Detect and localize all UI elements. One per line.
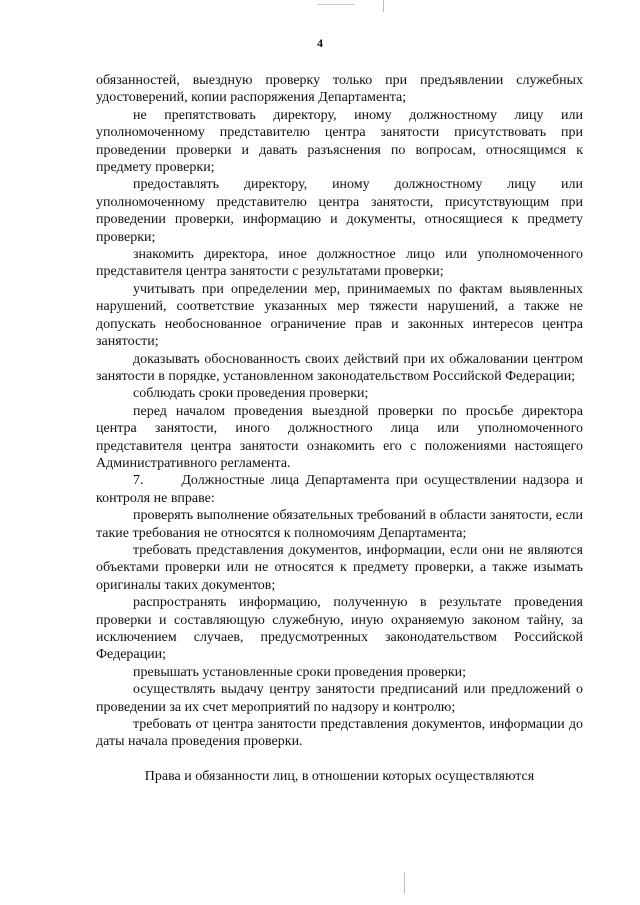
scan-artifact-tick [383, 0, 384, 12]
paragraph: перед началом проведения выездной проверки по просьбе директора центра занятости, иного должностного лица или уполномоченного представителя центра занятости ознакомить его с положениями настоящего Административного регламента. [96, 403, 583, 471]
page-number: 4 [317, 36, 323, 50]
paragraph: проверять выполнение обязательных требований в области занятости, если такие требования не относятся к полномочиям Департамента; [96, 508, 583, 541]
numbered-paragraph: 7. Должностные лица Департамента при осуществлении надзора и контроля не вправе: [96, 473, 583, 506]
paragraph: не препятствовать директору, иному должностному лицу или уполномоченному представителю центра занятости присутствовать при проведении проверки и давать разъяснения по вопросам, относящимся к предмету проверки; [96, 107, 583, 176]
section-heading: Права и обязанности лиц, в отношении которых осуществляются [144, 768, 535, 784]
paragraph: превышать установленные сроки проведения проверки; [133, 664, 467, 680]
paragraph: распространять информацию, полученную в результате проведения проверки и составляющую служебную, иную охраняемую законом тайну, за исключением случаев, предусмотренных законодательством Российской Федерации; [96, 595, 583, 663]
scan-artifact-top [318, 4, 354, 5]
paragraph: соблюдать сроки проведения проверки; [133, 386, 369, 402]
paragraph: осуществлять выдачу центру занятости предписаний или предложений о проведении за их счет мероприятий по надзору и контролю; [96, 682, 583, 715]
paragraph: предоставлять директору, иному должностному лицу или уполномоченному представителю центра занятости, присутствующим при проведении проверки, информацию и документы, относящиеся к предмету проверки; [96, 177, 583, 245]
paragraph: требовать представления документов, информации, если они не являются объектами проверки или не относятся к предмету проверки, а также изымать оригиналы таких документов; [96, 542, 583, 593]
paragraph: доказывать обоснованность своих действий при их обжаловании центром занятости в порядке, установленном законодательством Российской Федерации; [96, 351, 583, 384]
document-body [96, 72, 583, 785]
paragraph: знакомить директора, иное должностное лицо или уполномоченного представителя центра занятости с результатами проверки; [96, 247, 583, 280]
scan-artifact-bottom-tick [404, 872, 405, 894]
paragraph: обязанностей, выездную проверку только при предъявлении служебных удостоверений, копии распоряжения Департамента; [96, 73, 583, 106]
paragraph: требовать от центра занятости представления документов, информации до даты начала проведения проверки. [96, 717, 583, 750]
paragraph: учитывать при определении мер, принимаемых по фактам выявленных нарушений, соответствие указанных мер тяжести нарушений, а также не допускать необоснованное ограничение прав и законных интересов центра занятости; [96, 281, 583, 350]
